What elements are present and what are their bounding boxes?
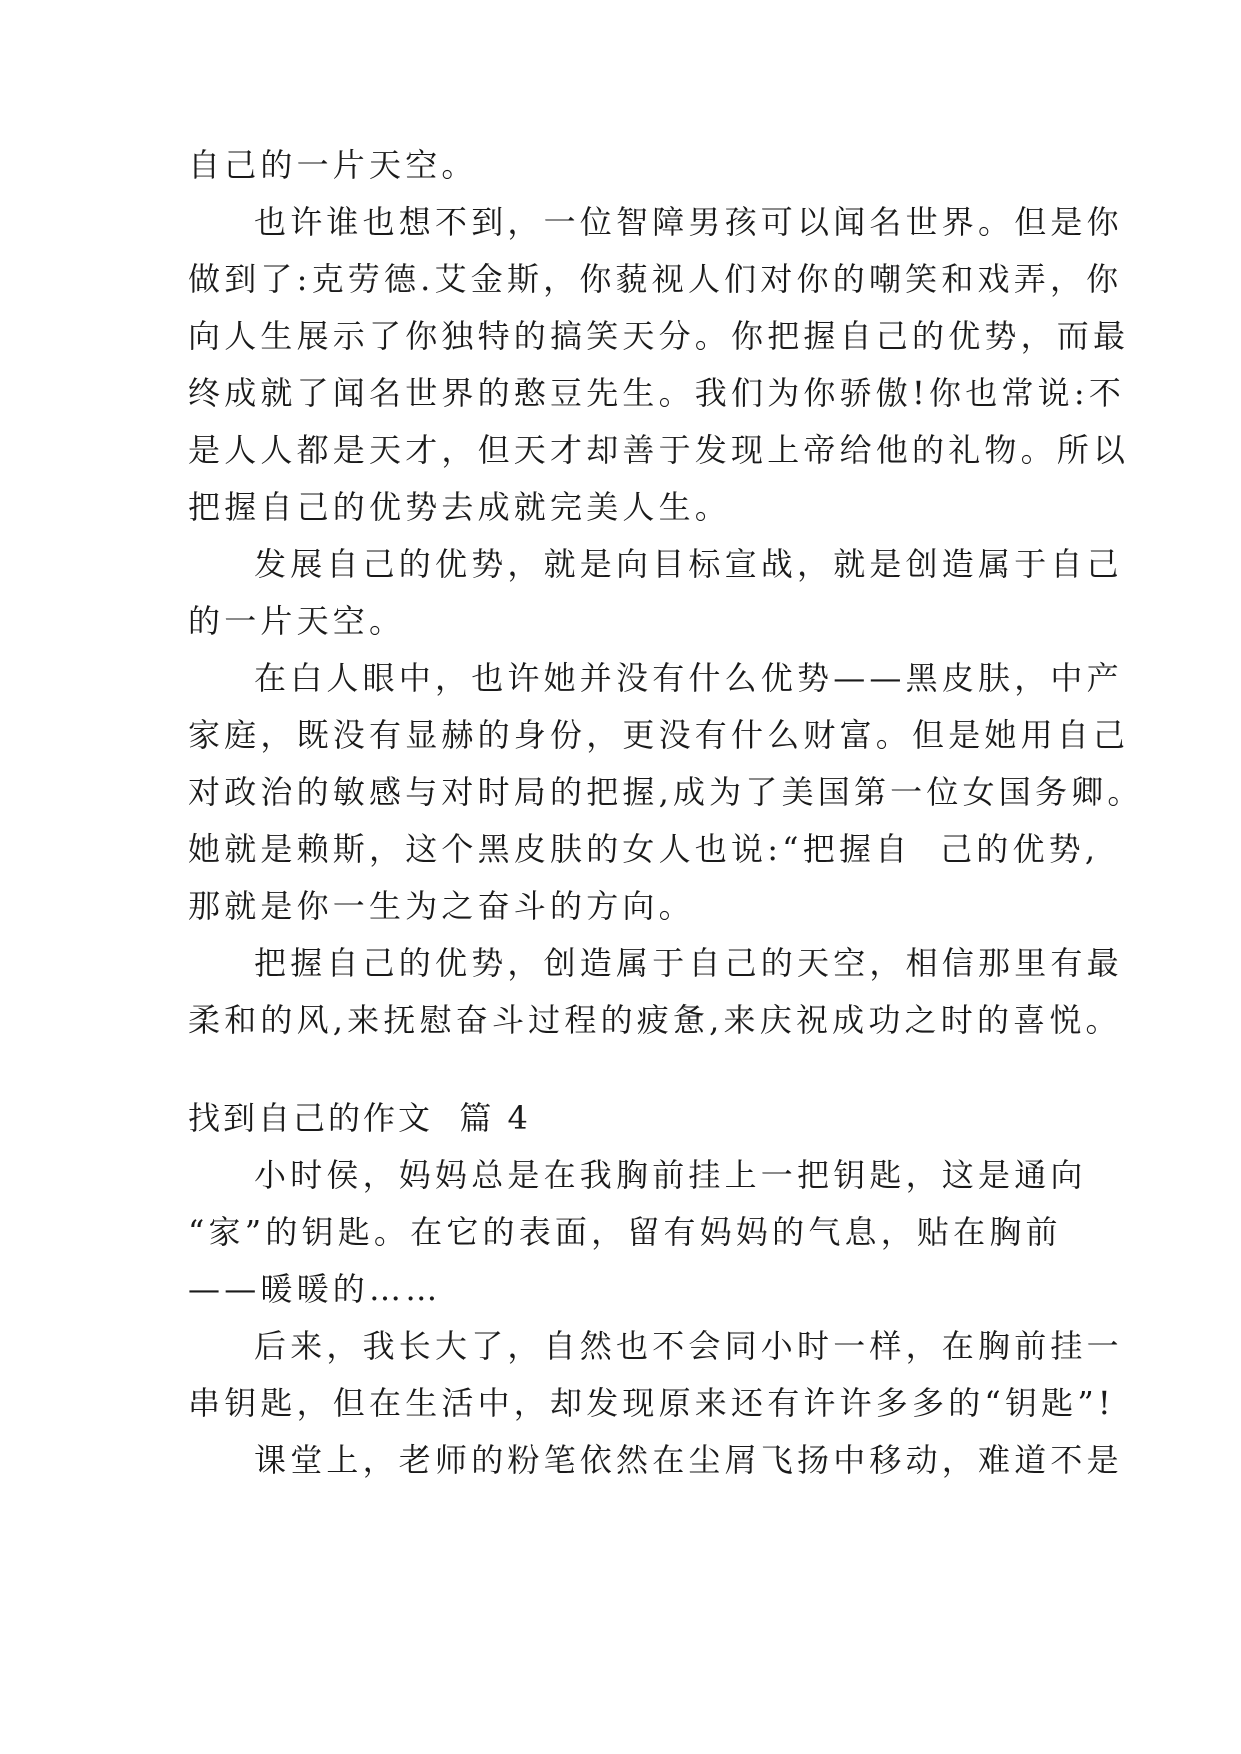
text-line: 的一片天空。 [188,602,406,640]
paragraph-start: 课堂上，老师的粉笔依然在尘屑飞扬中移动，难道不是 [254,1441,1123,1479]
paragraph-start: 小时侯，妈妈总是在我胸前挂上一把钥匙，这是通向 [254,1156,1087,1194]
text-line: 家庭，既没有显赫的身份，更没有什么财富。但是她用自己 [188,716,1130,754]
paragraph-start: 发展自己的优势，就是向目标宣战，就是创造属于自己 [254,545,1123,583]
text-line: 她就是赖斯，这个黑皮肤的女人也说:“把握自 己的优势, [188,830,1100,868]
paragraph-start: 后来，我长大了，自然也不会同小时一样，在胸前挂一 [254,1327,1123,1365]
section-heading: 找到自己的作文 篇 4 [188,1099,531,1137]
text-line: 把握自己的优势去成就完美人生。 [188,488,732,526]
text-line: 对政治的敏感与对时局的把握,成为了美国第一位女国务卿。 [188,773,1144,811]
text-line: 向人生展示了你独特的搞笑天分。你把握自己的优势，而最 [188,317,1130,355]
paragraph-start: 把握自己的优势，创造属于自己的天空，相信那里有最 [254,944,1123,982]
text-line: 是人人都是天才，但天才却善于发现上帝给他的礼物。所以 [188,431,1130,469]
text-line: 柔和的风,来抚慰奋斗过程的疲惫,来庆祝成功之时的喜悦。 [188,1001,1122,1039]
text-line: ——暖暖的…… [188,1270,442,1308]
paragraph-start: 在白人眼中，也许她并没有什么优势——黑皮肤，中产 [254,659,1123,697]
text-line: 做到了:克劳德.艾金斯，你藐视人们对你的嘲笑和戏弄，你 [188,260,1123,298]
text-line: 那就是你一生为之奋斗的方向。 [188,887,695,925]
text-line: 串钥匙，但在生活中，却发现原来还有许许多多的“钥匙”! [188,1384,1115,1422]
text-line: 终成就了闻名世界的憨豆先生。我们为你骄傲!你也常说:不 [188,374,1126,412]
text-line: 自己的一片天空。 [188,146,478,184]
paragraph-start: 也许谁也想不到，一位智障男孩可以闻名世界。但是你 [254,203,1123,241]
text-line: “家”的钥匙。在它的表面，留有妈妈的气息，贴在胸前 [188,1213,1062,1251]
